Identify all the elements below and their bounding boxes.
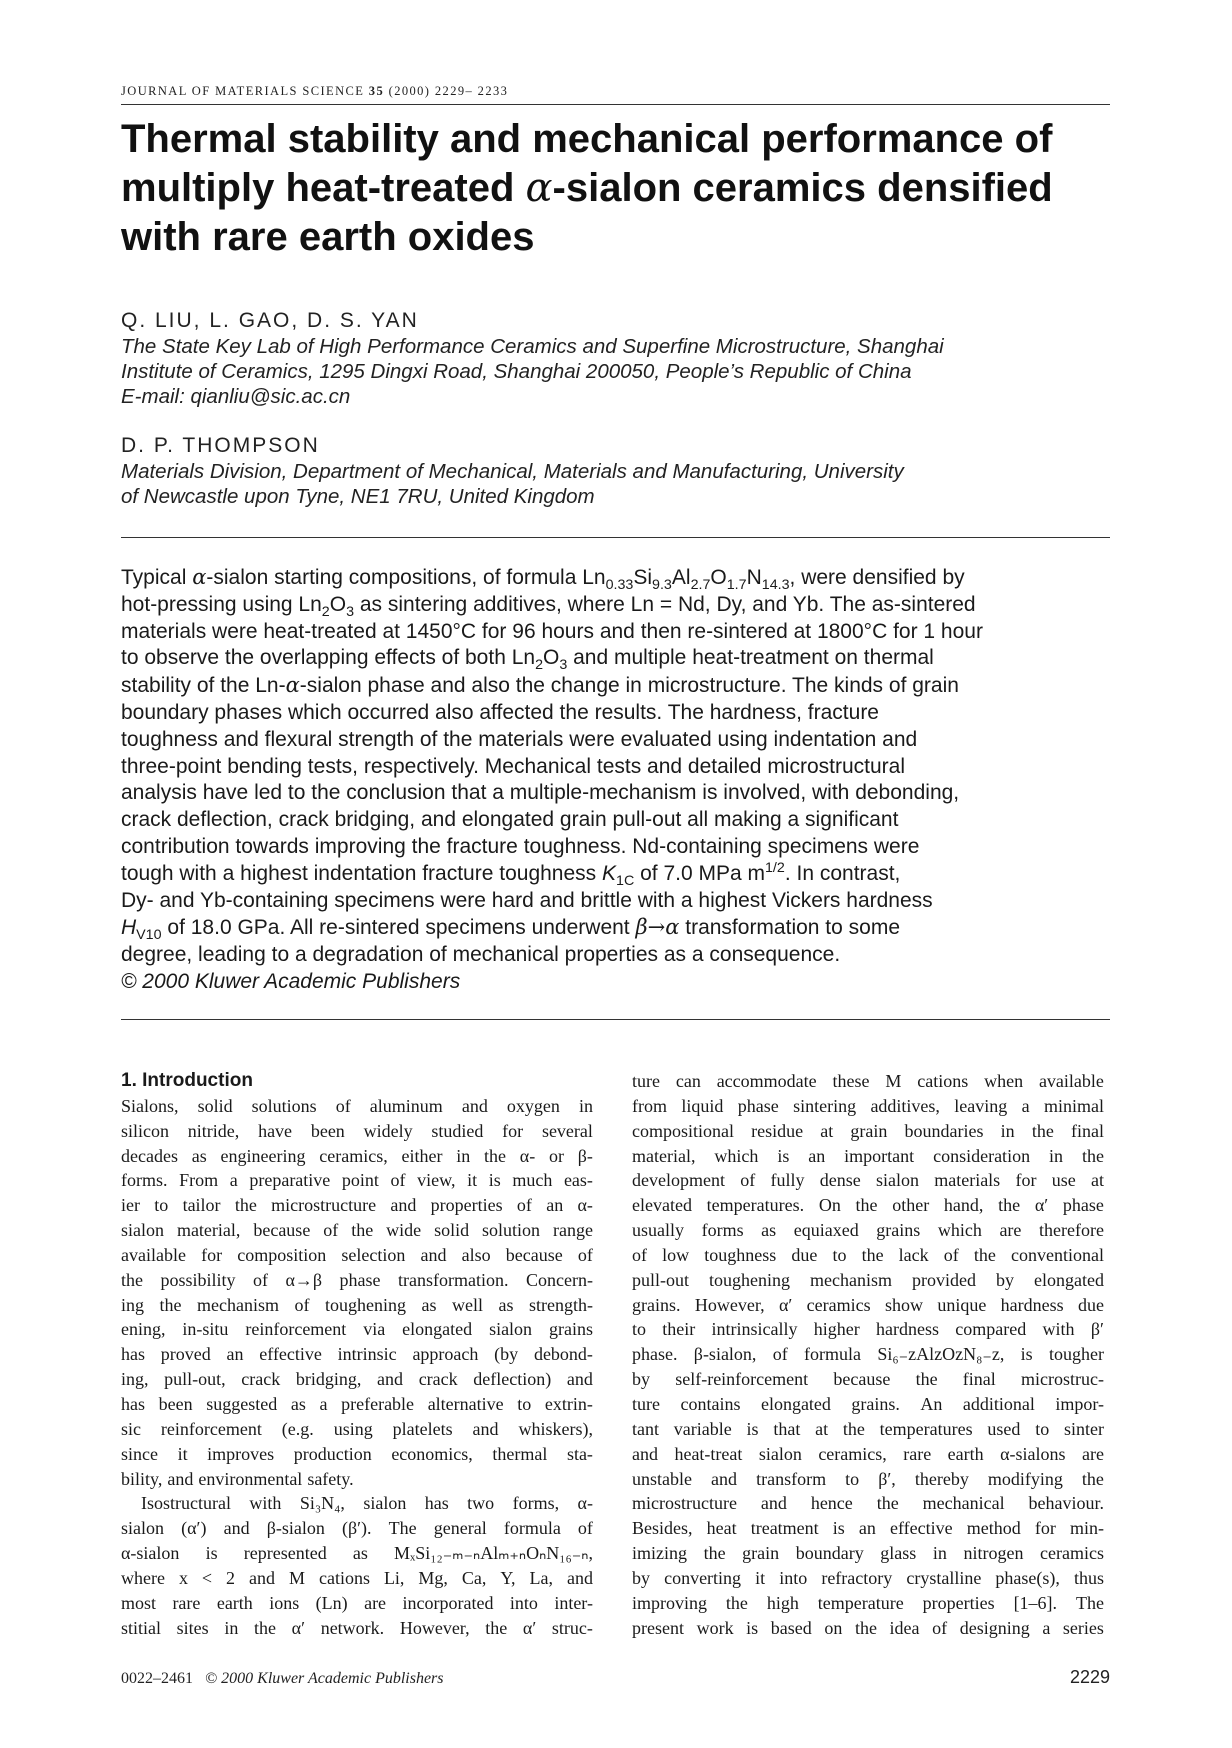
body-text-line: pull-out toughening mechanism provided by elongated [632, 1269, 1104, 1290]
body-text-line: microstructure and hence the mechanical behaviour. [632, 1493, 1104, 1514]
abstract-line: Typical α-sialon starting compositions, of formula $Ln_{0.33}Si_{9.3}Al_{2.7}O_{1.7}N_{14.3}$, were densified by [121, 565, 965, 594]
body-text-line: sic reinforcement (e.g. using platelets and whiskers), [121, 1418, 593, 1439]
affiliation-1 [121, 334, 1121, 409]
body-text-line: has proved an effective intrinsic approach (by debond- [121, 1344, 593, 1365]
title-line: Thermal stability and mechanical performance of [121, 117, 1053, 161]
affiliation-line: The State Key Lab of High Performance Ceramics and Superfine Microstructure, Shanghai [121, 335, 944, 358]
body-text-line: to their intrinsically higher hardness compared with β′ [632, 1319, 1104, 1340]
body-text-line: development of fully dense sialon materials for use at [632, 1170, 1104, 1191]
body-text-line: compositional residue at grain boundaries in the final [632, 1120, 1104, 1141]
abstract-line: contribution towards improving the fracture toughness. Nd-containing specimens were [121, 834, 920, 858]
body-text-line: and heat-treat sialon ceramics, rare earth α-sialons are [632, 1443, 1104, 1464]
article-title [121, 115, 1121, 262]
body-text-line: imizing the grain boundary glass in nitrogen ceramics [632, 1543, 1104, 1564]
body-text-line: has been suggested as a preferable alternative to extrin- [121, 1393, 593, 1414]
body-text-line: ing the mechanism of toughening as well as strength- [121, 1294, 593, 1315]
body-text-line: elevated temperatures. On the other hand, the α′ phase [632, 1195, 1104, 1216]
abstract-line: crack deflection, crack bridging, and elongated grain pull-out all making a significant [121, 808, 899, 832]
abstract-line: boundary phases which occurred also affected the results. The hardness, fracture [121, 700, 879, 724]
body-text-line: ture can accommodate these M cations when available [632, 1071, 1104, 1091]
abstract-copyright: © 2000 Kluwer Academic Publishers [121, 969, 461, 993]
body-text-line: unstable and transform to β′, thereby modifying the [632, 1468, 1104, 1489]
section-heading: 1. Introduction [121, 1070, 253, 1091]
body-text-line: present work is based on the idea of designing a series [632, 1617, 1104, 1638]
body-text-line: most rare earth ions (Ln) are incorporated into inter- [121, 1592, 593, 1613]
body-text-line: ing, pull-out, crack bridging, and crack deflection) and [121, 1369, 593, 1390]
body-text-line: bility, and environmental safety. [121, 1468, 354, 1489]
abstract-line: three-point bending tests, respectively. Mechanical tests and detailed microstructural [121, 754, 906, 778]
author-list-2: D. P. THOMPSON [121, 434, 320, 457]
body-text-line: since it improves production economics, thermal sta- [121, 1443, 593, 1464]
body-text-line: where x < 2 and M cations Li, Mg, Ca, Y, La, and [121, 1567, 593, 1588]
abstract-line: toughness and flexural strength of the materials were evaluated using indentation and [121, 727, 918, 751]
title-line: with rare earth oxides [121, 215, 535, 259]
journal-name: JOURNAL OF MATERIALS SCIENCE [121, 84, 365, 98]
body-text-line: Besides, heat treatment is an effective method for min- [632, 1518, 1104, 1539]
body-text-line: improving the high temperature properties [1–6]. The [632, 1592, 1104, 1613]
body-text-line: sialon material, because of the wide solid solution range [121, 1220, 593, 1241]
body-text-line: tant variable is that at the temperatures used to sinter [632, 1418, 1104, 1439]
abstract-line: hot-pressing using $Ln_2O_3$ as sintering additives, where Ln = Nd, Dy, and Yb. The as-sintered [121, 592, 976, 620]
title-line: multiply heat-treated α-sialon ceramics densified [121, 165, 1053, 211]
header-rule [121, 104, 1110, 105]
abstract-line: $H_{V10}$ of 18.0 GPa. All re-sintered specimens underwent β→α transformation to some [121, 915, 900, 944]
affiliation-2 [121, 459, 1121, 509]
body-text-line: by converting it into refractory crystalline phase(s), thus [632, 1567, 1104, 1588]
abstract-line: materials were heat-treated at 1450°C for 96 hours and then re-sintered at 1800°C for 1 hour [121, 619, 983, 643]
body-text-line: ening, in-situ reinforcement via elongated sialon grains [121, 1319, 593, 1340]
abstract-line: Dy- and Yb-containing specimens were hard and brittle with a highest Vickers hardness [121, 888, 933, 912]
body-text-line: ture contains elongated grains. An additional impor- [632, 1393, 1104, 1414]
abstract-line: to observe the overlapping effects of both $Ln_2O_3$ and multiple heat-treatment on thermal [121, 646, 934, 674]
body-text-line: available for composition selection and also because of [121, 1244, 593, 1265]
affiliation-line: of Newcastle upon Tyne, NE1 7RU, United Kingdom [121, 485, 595, 508]
author-email: E-mail: qianliu@sic.ac.cn [121, 385, 351, 408]
left-column-text [121, 1094, 593, 1641]
body-text-line: from liquid phase sintering additives, leaving a minimal [632, 1095, 1104, 1116]
body-text-line: ier to tailor the microstructure and properties of an α- [121, 1195, 593, 1216]
abstract-line: tough with a highest indentation fracture toughness $K_{1C}$ of 7.0 MPa $m^{1/2}$. In contrast, [121, 859, 901, 889]
page-number: 2229 [1069, 1667, 1110, 1687]
body-text-line: Isostructural with Si₃N₄, sialon has two forms, α- [141, 1493, 593, 1514]
affiliation-line: Materials Division, Department of Mechanical, Materials and Manufacturing, University [121, 460, 904, 483]
abstract-line: stability of the Ln-α-sialon phase and also the change in microstructure. The kinds of grain [121, 673, 959, 698]
body-text-line: phase. β-sialon, of formula Si₆₋zAlzOzN₈₋z, is tougher [632, 1344, 1104, 1365]
abstract-line: analysis have led to the conclusion that a multiple-mechanism is involved, with debonding, [121, 781, 960, 805]
footer-issn-copyright [121, 1670, 444, 1688]
body-text-line: usually forms as equiaxed grains which are therefore [632, 1220, 1104, 1241]
body-text-line: grains. However, α′ ceramics show unique hardness due [632, 1294, 1104, 1315]
body-text-line: material, which is an important consideration in the [632, 1145, 1104, 1166]
running-head [121, 84, 508, 99]
right-column [632, 1069, 1104, 1640]
body-text-line: forms. From a preparative point of view, it is much eas- [121, 1170, 593, 1191]
body-text-line: sialon (α′) and β-sialon (β′). The general formula of [121, 1518, 593, 1539]
author-list-1: Q. LIU, L. GAO, D. S. YAN [121, 309, 419, 332]
body-text-line: Sialons, solid solutions of aluminum and oxygen in [121, 1095, 593, 1116]
footer-issn: 0022–2461 [121, 1670, 193, 1687]
right-column-text [632, 1069, 1104, 1640]
left-column [121, 1069, 593, 1640]
body-text-line: silicon nitride, have been widely studied for several [121, 1120, 593, 1141]
body-text-line: by self-reinforcement because the final microstruc- [632, 1369, 1104, 1390]
body-text-line: α-sialon is represented as MₓSi₁₂₋ₘ₋ₙAlₘ₊ₙOₙN₁₆₋ₙ, [121, 1543, 593, 1564]
body-text-line: the possibility of α→β phase transformation. Concern- [121, 1269, 593, 1290]
abstract-bottom-rule [121, 1019, 1110, 1020]
abstract-line: degree, leading to a degradation of mechanical properties as a consequence. [121, 943, 841, 967]
body-text-line: of low toughness due to the lack of the conventional [632, 1244, 1104, 1265]
footer-copyright: © 2000 Kluwer Academic Publishers [205, 1670, 444, 1687]
affiliation-line: Institute of Ceramics, 1295 Dingxi Road, Shanghai 200050, People’s Republic of China [121, 360, 912, 383]
journal-year-pages: (2000) 2229– 2233 [388, 84, 509, 98]
journal-volume: 35 [368, 84, 385, 98]
body-text-line: stitial sites in the α′ network. However, the α′ struc- [121, 1617, 593, 1638]
alpha-symbol: α [525, 165, 553, 211]
body-text-line: decades as engineering ceramics, either in the α- or β- [121, 1145, 593, 1166]
abstract [121, 564, 1121, 996]
abstract-top-rule [121, 537, 1110, 538]
